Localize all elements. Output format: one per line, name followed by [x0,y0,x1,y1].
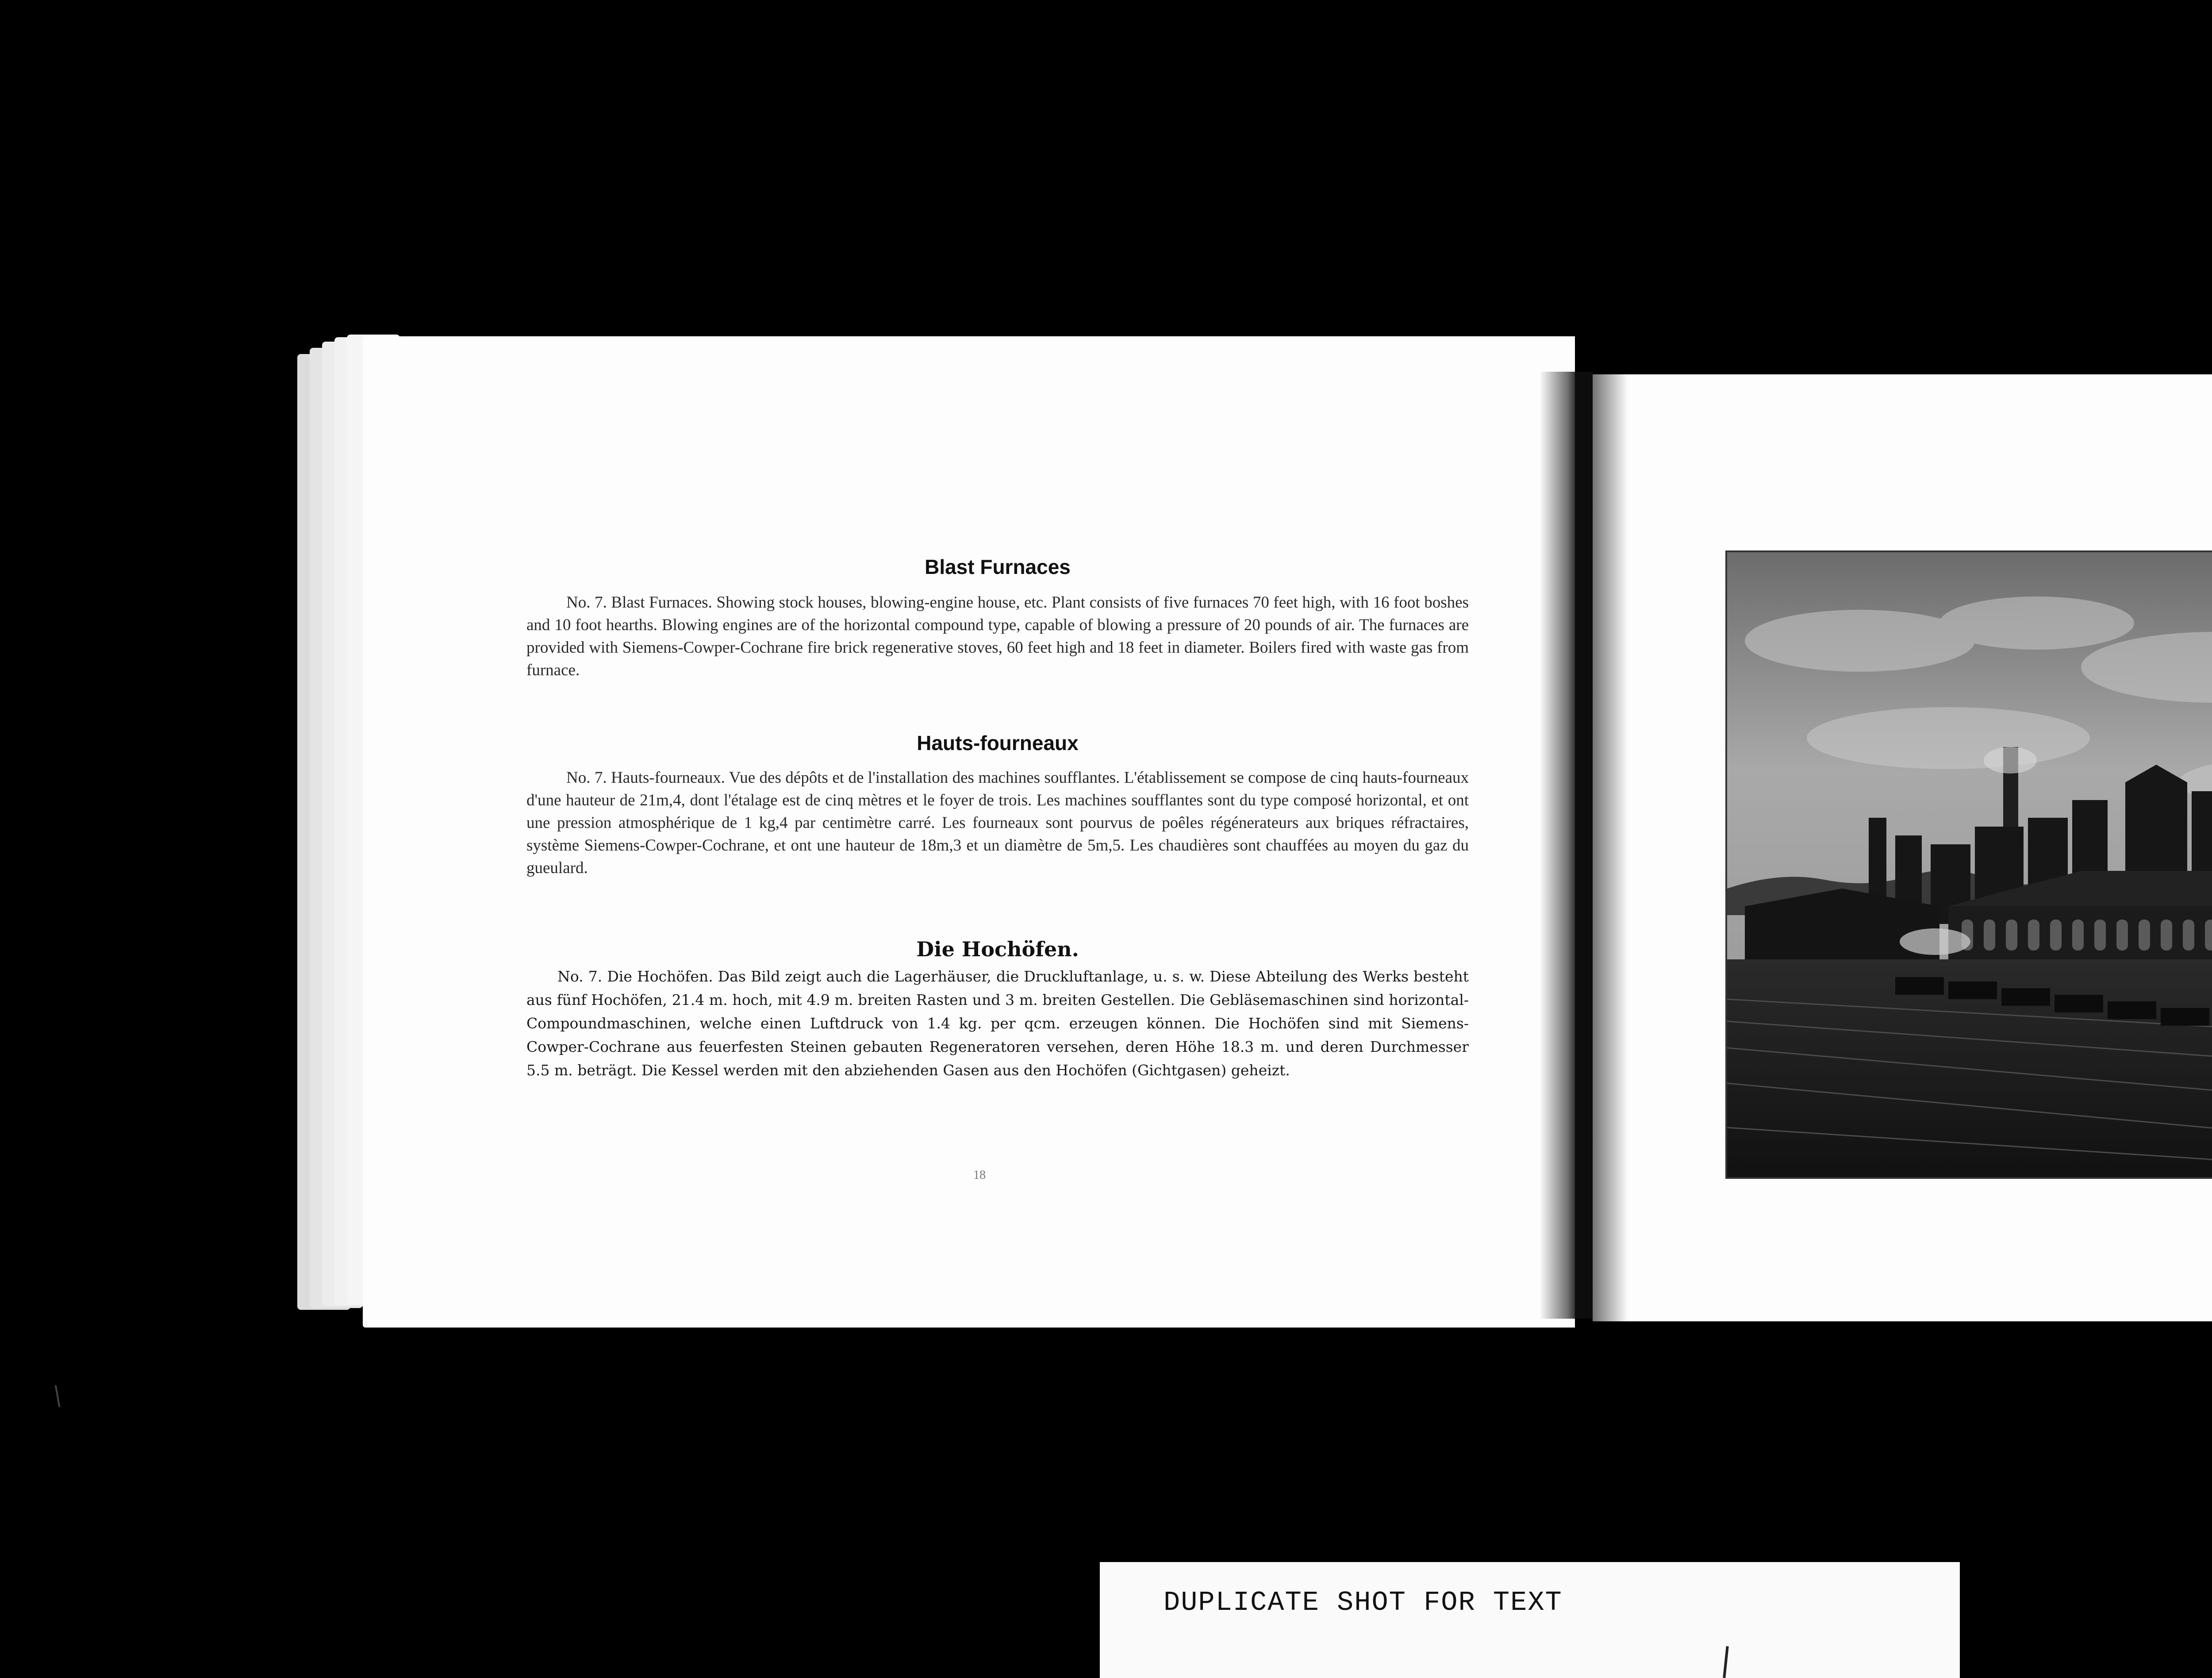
label-card [1100,1562,1960,1678]
english-text-block [526,591,1469,681]
german-paragraph: No. 7. Die Hochöfen. Das Bild zeigt auch die Lagerhäuser, die Druckluftanlage, u. s. w. Diese Abteilung des Werks besteht aus fünf Hochöfen, 21.4 m. hoch, mit 4.9 m. breiten Rasten und 3 m. breiten Gestellen. Die Gebläsemaschinen sind horizontal-Compoundmaschinen, welche einen Luftdruck von 1.4 kg. per qcm. erzeugen können. Die Hochöfen sind mit Siemens-Cowper-Cochrane aus feuerfesten Steinen gebauten Regeneratoren versehen, deren Höhe 18.3 m. und deren Durchmesser 5.5 m. beträgt. Die Kessel werden mit den abziehenden Gasen aus den Hochöfen (Gichtgasen) geheizt. [526,968,1469,1079]
stray-mark [55,1385,61,1407]
blast-furnace-photograph [1725,550,2212,1179]
book-gutter [1575,372,1593,1319]
heading-blast-furnaces: Blast Furnaces [925,555,1071,578]
right-page-shadow [1593,374,1628,1321]
steam-cloud [1900,928,1970,955]
french-paragraph: No. 7. Hauts-fourneaux. Vue des dépôts et de l'installation des machines soufflantes. L'établissement se compose de cinq hauts-fourneaux d'une hauteur de 21m,4, dont l'étalage est de cinq mètres et le foyer de trois. Les machines soufflantes sont du type composé horizontal, et ont une pression atmosphérique de 1 kg,4 par centimètre carré. Les fourneaux sont pourvus de poêles régénerateurs aux briques réfractaires, système Siemens-Cowper-Cochrane, et ont une hauteur de 18m,3 et un diamètre de 5m,5. Les chaudières sont chauffées au moyen du gaz du gueulard. [526,769,1469,877]
heading-hauts-fourneaux: Hauts-fourneaux [917,731,1079,754]
pencil-mark [1723,1646,1728,1678]
french-text-block [526,766,1469,879]
heading-die-hochoefen: Die Hochöfen. [916,937,1079,961]
label-text: DUPLICATE SHOT FOR TEXT [1164,1587,1563,1618]
german-text-block [526,965,1469,1082]
english-paragraph: No. 7. Blast Furnaces. Showing stock houses, blowing-engine house, etc. Plant consists of five furnaces 70 feet high, with 16 foot boshes and 10 foot hearths. Blowing engines are of the horizontal compound type, capable of blowing a pressure of 20 pounds of air. The furnaces are provided with Siemens-Cowper-Cochrane fire brick regenerative stoves, 60 feet high and 18 feet in diameter. Boilers fired with waste gas from furnace. [526,593,1469,679]
page-number: 18 [973,1168,986,1182]
gutter-shadow [1540,372,1579,1319]
photograph-drawing [1727,552,2212,1177]
